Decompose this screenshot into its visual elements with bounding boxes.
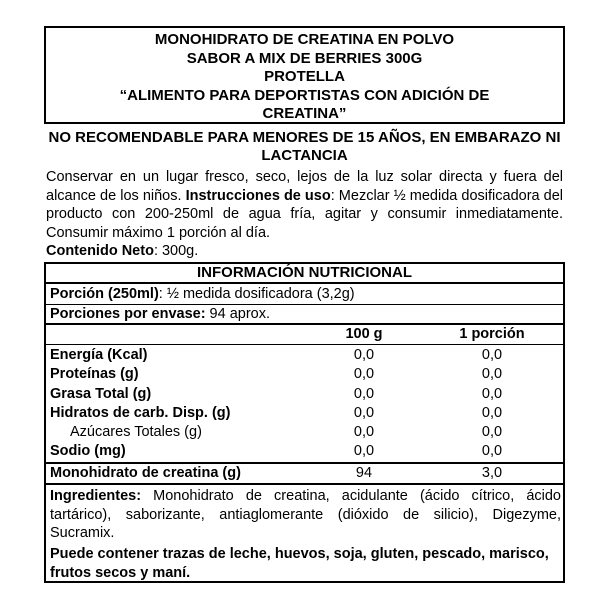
divider <box>46 282 563 284</box>
nutrient-value-portion: 0,0 <box>481 347 503 363</box>
servings-line <box>50 306 270 322</box>
nutrient-label: Sodio (mg) <box>50 443 126 459</box>
age-warning: NO RECOMENDABLE PARA MENORES DE 15 AÑOS, EN EMBARAZO NI LACTANCIA <box>48 129 561 164</box>
nutrition-title: INFORMACIÓN NUTRICIONAL <box>197 264 412 281</box>
nutrient-value-100g: 0,0 <box>353 386 375 402</box>
portion-label: Porción (250ml) <box>50 286 159 302</box>
nutrient-value-portion: 0,0 <box>481 386 503 402</box>
nutrient-value-100g: 0,0 <box>353 443 375 459</box>
title-line: “ALIMENTO PARA DEPORTISTAS CON ADICIÓN DE <box>119 86 490 104</box>
nutrient-value-100g: 0,0 <box>353 405 375 421</box>
divider <box>46 483 563 485</box>
nutrition-table <box>44 262 565 583</box>
title-line: MONOHIDRATO DE CREATINA EN POLVO <box>154 31 455 48</box>
nutrient-label: Proteínas (g) <box>50 366 139 382</box>
divider <box>46 304 563 305</box>
portion-value: : ½ medida dosificadora (3,2g) <box>158 286 355 302</box>
nutrient-label: Hidratos de carb. Disp. (g) <box>50 405 231 421</box>
nutrient-label: Azúcares Totales (g) <box>70 424 202 440</box>
nutrient-value-100g: 0,0 <box>353 366 375 382</box>
column-header-100g: 100 g <box>345 326 383 342</box>
nutrient-label: Grasa Total (g) <box>50 386 152 402</box>
creatine-value-portion: 3,0 <box>481 465 503 481</box>
net-content <box>46 243 198 259</box>
portion-line <box>50 286 355 302</box>
usage-paragraph <box>46 168 563 242</box>
nutrient-value-portion: 0,0 <box>481 443 503 459</box>
net-label: Contenido Neto <box>46 243 154 259</box>
net-value: : 300g. <box>153 243 199 259</box>
title-line: SABOR A MIX DE BERRIES 300G <box>186 49 423 67</box>
divider <box>46 323 563 325</box>
servings-value: 94 aprox. <box>205 306 271 322</box>
ingredients-label: Ingredientes: <box>50 488 142 504</box>
nutrient-value-portion: 0,0 <box>481 366 503 382</box>
title-line: CREATINA” <box>262 105 347 122</box>
allergen-warning: Puede contener trazas de leche, huevos, soja, gluten, pescado, marisco, frutos secos y maní. <box>50 546 549 581</box>
instructions-label: Instrucciones de uso <box>185 187 331 204</box>
divider <box>46 462 563 464</box>
creatine-value-100g: 94 <box>355 465 373 481</box>
nutrient-value-portion: 0,0 <box>481 424 503 440</box>
title-line: PROTELLA <box>264 68 345 85</box>
nutrient-value-100g: 0,0 <box>353 347 375 363</box>
column-header-portion: 1 porción <box>459 326 525 342</box>
instructions-text: : Mezclar ½ medida dosificadora del producto con 200-250ml de agua fría, agitar y consumir inmediatamente. Consumir máximo 1 porción al día. <box>46 187 564 241</box>
creatine-label: Monohidrato de creatina (g) <box>50 465 241 481</box>
nutrient-value-portion: 0,0 <box>481 405 503 421</box>
product-title-box <box>44 26 565 124</box>
storage-text: Conservar en un lugar fresco, seco, lejos de la luz solar directa y fuera del alcance de los niños. <box>46 169 563 204</box>
ingredients <box>50 487 561 543</box>
servings-label: Porciones por envase: <box>50 306 206 322</box>
nutrient-label: Energía (Kcal) <box>50 347 148 363</box>
nutrient-value-100g: 0,0 <box>353 424 375 440</box>
divider <box>46 344 563 345</box>
ingredients-text: Monohidrato de creatina, acidulante (ácido cítrico, ácido tartárico), saborizante, antiaglomerante (dióxido de silicio), Digezyme, Sucramix. <box>50 488 561 542</box>
